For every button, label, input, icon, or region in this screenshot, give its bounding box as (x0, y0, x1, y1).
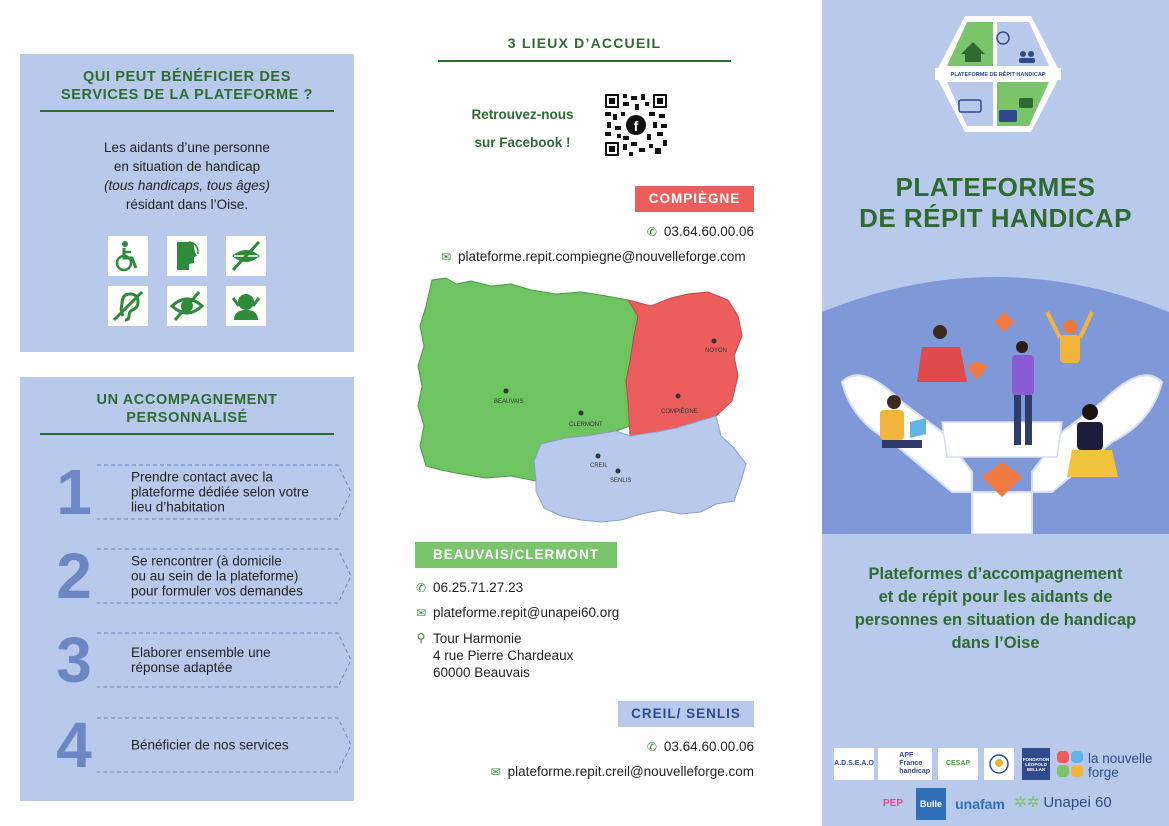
step-1: 1 Prendre contact avec la plateforme dédiée selon votre lieu d’habitation (54, 464, 354, 520)
sitting-figure (882, 440, 922, 448)
creil-phone[interactable]: ✆ 03.64.60.00.06 (646, 739, 754, 754)
phone-icon: ✆ (646, 224, 657, 239)
title-rule (40, 433, 334, 435)
who-can-benefit-box (20, 54, 354, 352)
locations-title: 3 LIEUX D’ACCUEIL (507, 35, 662, 51)
beauvais-address: ⚲ Tour Harmonie 4 rue Pierre Chardeaux 60000 Beauvais (416, 631, 574, 680)
speech-disability-icon (226, 236, 266, 276)
mental-disability-icon (167, 236, 207, 276)
nouvelle-forge-icon (1056, 750, 1084, 778)
step-3: 3 Elaborer ensemble une réponse adaptée (54, 632, 354, 688)
apf-logo: APF France handicap (878, 748, 932, 780)
nouvelle-forge-logo: la nouvelle forge (1088, 751, 1153, 780)
personalized-support-box (20, 377, 354, 801)
creil-email[interactable]: ✉ plateforme.repit.creil@nouvelleforge.com (490, 764, 754, 779)
step-4: 4 Bénéficier de nos services (54, 717, 354, 773)
location-pin-icon: ⚲ (416, 631, 426, 645)
map-label-beauvais: BEAUVAIS (494, 399, 524, 405)
step-text: Elaborer ensemble une réponse adaptée (131, 645, 271, 675)
phone-icon: ✆ (646, 739, 657, 754)
briefcase-icon (999, 110, 1017, 122)
autism-icon (226, 286, 266, 326)
handicap-icons (108, 236, 266, 326)
compiegne-phone[interactable]: ✆ 03.64.60.00.06 (646, 224, 754, 239)
group-icon (1019, 58, 1035, 63)
compiegne-email[interactable]: ✉ plateforme.repit.compiegne@nouvelleforge.com (440, 249, 746, 264)
map-label-noyon: NOYON (705, 348, 728, 354)
visual-disability-icon (167, 286, 207, 326)
leopold-bellan-logo: FONDATION LÉOPOLD BELLAN (1022, 748, 1050, 780)
email-icon: ✉ (440, 249, 452, 264)
association-logo (984, 748, 1014, 780)
bulle-logo: Bulle (916, 788, 946, 820)
svg-text:PLATEFORME DE RÉPIT HANDICAP: PLATEFORME DE RÉPIT HANDICAP (950, 72, 1046, 78)
beauvais-email[interactable]: ✉ plateforme.repit@unapei60.org (415, 605, 620, 620)
unapei-logo: ✲✲ Unapei 60 (1014, 794, 1112, 811)
woman-figure (917, 347, 967, 382)
subtitle: Plateformes d’accompagnement et de répit pour les aidants de personnes en situation de handicap dans l’Oise (854, 565, 1137, 652)
who-description: Les aidants d’une personne en situation de handicap (tous handicaps, tous âges) résidant dans l’Oise. (104, 140, 270, 212)
facebook-callout: Retrouvez-nous sur Facebook ! (471, 107, 574, 150)
facebook-qr-code[interactable] (605, 94, 667, 156)
step-text: Bénéficier de nos services (131, 737, 289, 753)
who-title: QUI PEUT BÉNÉFICIER DES SERVICES DE LA PLATEFORME ? (61, 69, 313, 103)
hearing-disability-icon (108, 286, 148, 326)
main-title: PLATEFORMES DE RÉPIT HANDICAP (859, 172, 1132, 233)
title-rule (438, 60, 731, 62)
platform-logo (933, 14, 1063, 134)
beauvais-badge: BEAUVAIS/CLERMONT (415, 542, 617, 568)
step-text: Se rencontrer (à domicile ou au sein de la plateforme) pour formuler vos demandes (131, 553, 303, 599)
unapei-icon: ✲✲ (1014, 794, 1040, 811)
oise-map (416, 276, 750, 526)
step-2: 2 Se rencontrer (à domicile ou au sein de la plateforme) pour formuler vos demandes (54, 548, 354, 604)
title-rule (40, 110, 334, 112)
unafam-logo: unafam (955, 796, 1005, 812)
map-label-clermont: CLERMONT (569, 422, 603, 428)
adseao-logo: A.D.S.E.A.O (834, 748, 874, 780)
man-figure (1025, 395, 1032, 445)
beauvais-phone[interactable]: ✆ 06.25.71.27.23 (415, 580, 524, 595)
map-label-compiegne: COMPIÈGNE (661, 409, 698, 415)
caregivers-illustration (822, 272, 1169, 534)
email-icon: ✉ (415, 605, 427, 620)
step-text: Prendre contact avec la plateforme dédiée selon votre lieu d’habitation (131, 469, 309, 515)
svg-text:f: f (633, 118, 639, 134)
creil-badge: CREIL/ SENLIS (618, 701, 754, 727)
phone-icon: ✆ (415, 580, 427, 595)
support-title: UN ACCOMPAGNEMENT PERSONNALISÉ (96, 392, 278, 426)
wheelchair-icon (108, 236, 148, 276)
coffee-icon (1019, 98, 1033, 108)
cesap-logo: CESAP (938, 748, 978, 780)
email-icon: ✉ (490, 764, 501, 779)
partner-logos (832, 744, 1162, 822)
woman-yellow-figure (1067, 450, 1118, 477)
map-label-creil: CREIL (590, 463, 608, 469)
pep-logo: PEP (882, 798, 903, 809)
map-label-senlis: SENLIS (610, 478, 632, 484)
compiegne-badge: COMPIÈGNE (635, 186, 754, 212)
